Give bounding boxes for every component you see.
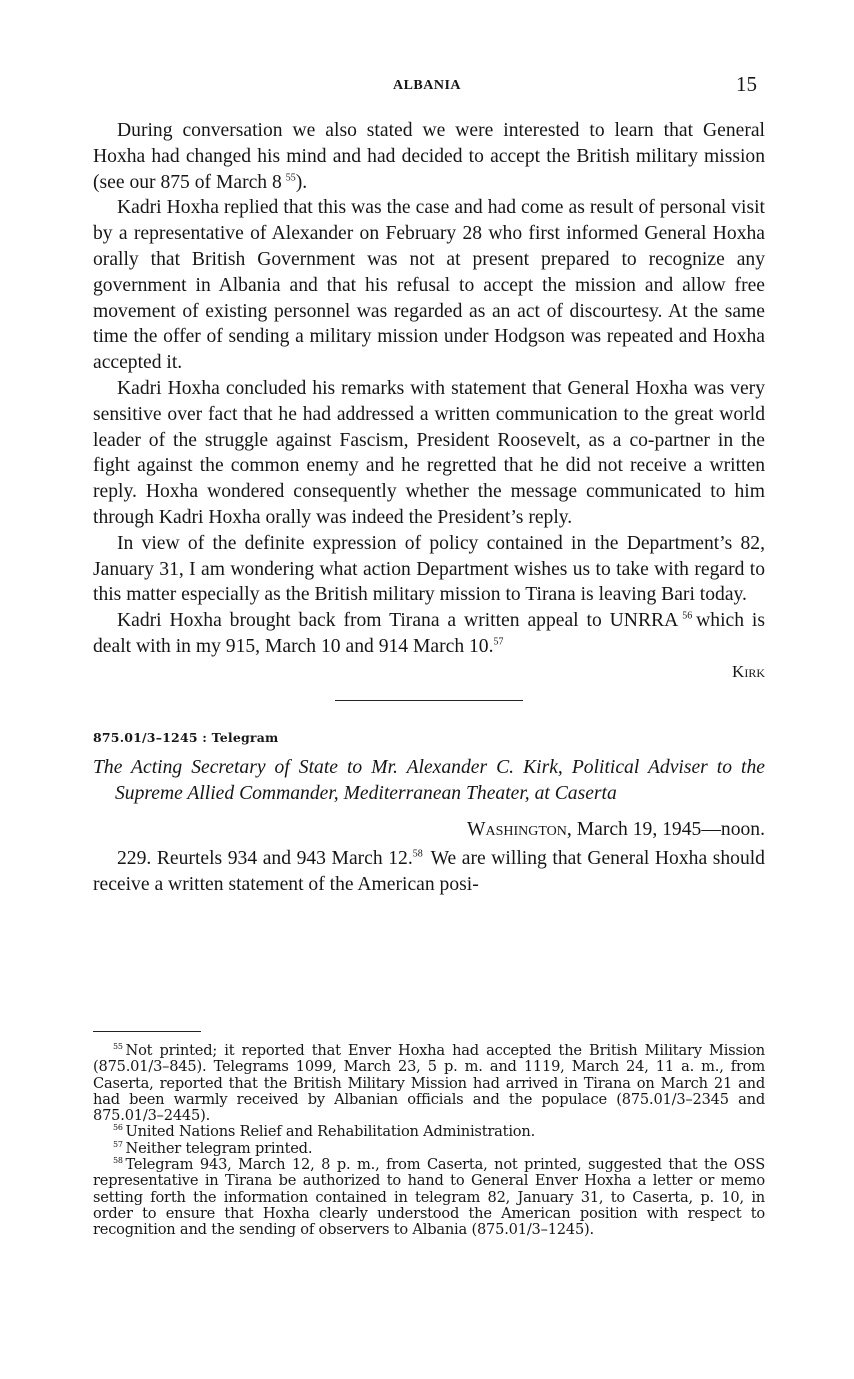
paragraph: Kadri Hoxha concluded his remarks with statement that General Hoxha was very sensitive over fact that he had addressed a written communication to the great world leader of the struggle against Fascism, President Roosevelt, as a co-partner in the fight against the common enemy and he regretted that he did not receive a written reply. Hoxha wondered consequently whether the message communicated to him through Kadri Hoxha orally was indeed the President’s reply. bbox=[93, 377, 765, 528]
footnote-marker: 55 bbox=[113, 1042, 123, 1052]
signature: Kirk bbox=[732, 661, 765, 681]
footnote: $^{57}$ Neither telegram printed. bbox=[113, 1139, 313, 1157]
page-number: 15 bbox=[736, 72, 757, 96]
document-reference: 875.01/3–1245 : Telegram bbox=[93, 729, 279, 745]
footnote-ref[interactable]: 57 bbox=[493, 636, 504, 648]
footnote: $^{55}$ Not printed; it reported that Enver Hoxha had accepted the British Military Mission (875.01/3–845). Telegrams 1099, March 23, 5 p. m. and 1119, March 24, 11 a. m., from Caserta, reported that the British Military Mission had arrived in Tirana on March 21 and had been warmly received by Albanian officials and the populace (875.01/3–2345 and 875.01/3–2445). bbox=[93, 1042, 765, 1125]
section-divider bbox=[335, 700, 523, 701]
footnote-rule bbox=[93, 1031, 201, 1032]
footnote: $^{58}$ Telegram 943, March 12, 8 p. m., from Caserta, not printed, suggested that the OSS representative in Tirana be authorized to hand to General Enver Hoxha a letter or memo setting forth the information contained in telegram 82, January 31, to Caserta, p. 10, in order to ensure that Hoxha clearly understood the American position with respect to recognition and the sending of observers to Albania (875.01/3–1245). bbox=[93, 1156, 765, 1239]
document-title: The Acting Secretary of State to Mr. Alexander C. Kirk, Political Adviser to the Supreme Allied Commander, Mediterranean Theater, at Caserta bbox=[93, 756, 765, 804]
main-text bbox=[93, 118, 765, 898]
footnote-marker: 57 bbox=[113, 1139, 123, 1149]
footnote-ref[interactable]: 56 bbox=[682, 610, 693, 622]
paragraph: Kadri Hoxha replied that this was the case and had come as result of personal visit by a representative of Alexander on February 28 who first informed General Hoxha orally that British Government was not at present prepared to recognize any government in Albania and that his refusal to accept the mission and allow free movement of existing personnel was regarded as an act of discourtesy. At the same time the offer of sending a military mission under Hodgson was repeated and Hoxha accepted it. bbox=[93, 197, 765, 374]
paragraph: During conversation we also stated we were interested to learn that General Hoxha had changed his mind and had decided to accept the British military mission (see our 875 of March 8 $^{55}$). bbox=[93, 120, 765, 193]
footnote-marker: 58 bbox=[113, 1156, 123, 1166]
footnote-ref[interactable]: 58 bbox=[412, 848, 423, 860]
paragraph: 229. Reurtels 934 and 943 March 12.58 We are willing that General Hoxha should receive a written statement of the American posi- bbox=[93, 848, 765, 896]
paragraph: Kadri Hoxha brought back from Tirana a written appeal to UNRRA $^{56}$ which is dealt with in my 915, March 10 and 914 March 10.57 bbox=[93, 610, 765, 657]
footnotes bbox=[93, 1043, 765, 1239]
footnote-marker: 56 bbox=[113, 1123, 123, 1133]
footnote-ref[interactable]: 55 bbox=[285, 172, 296, 184]
dateline: Washington, March 19, 1945—noon. bbox=[467, 818, 765, 840]
footnote: $^{56}$ United Nations Relief and Rehabilitation Administration. bbox=[113, 1123, 536, 1141]
paragraph: In view of the definite expression of policy contained in the Department’s 82, January 31, I am wondering what action Department wishes us to take with regard to this matter especially as the British military mission to Tirana is leaving Bari today. bbox=[93, 532, 765, 606]
running-title: ALBANIA bbox=[392, 78, 462, 93]
